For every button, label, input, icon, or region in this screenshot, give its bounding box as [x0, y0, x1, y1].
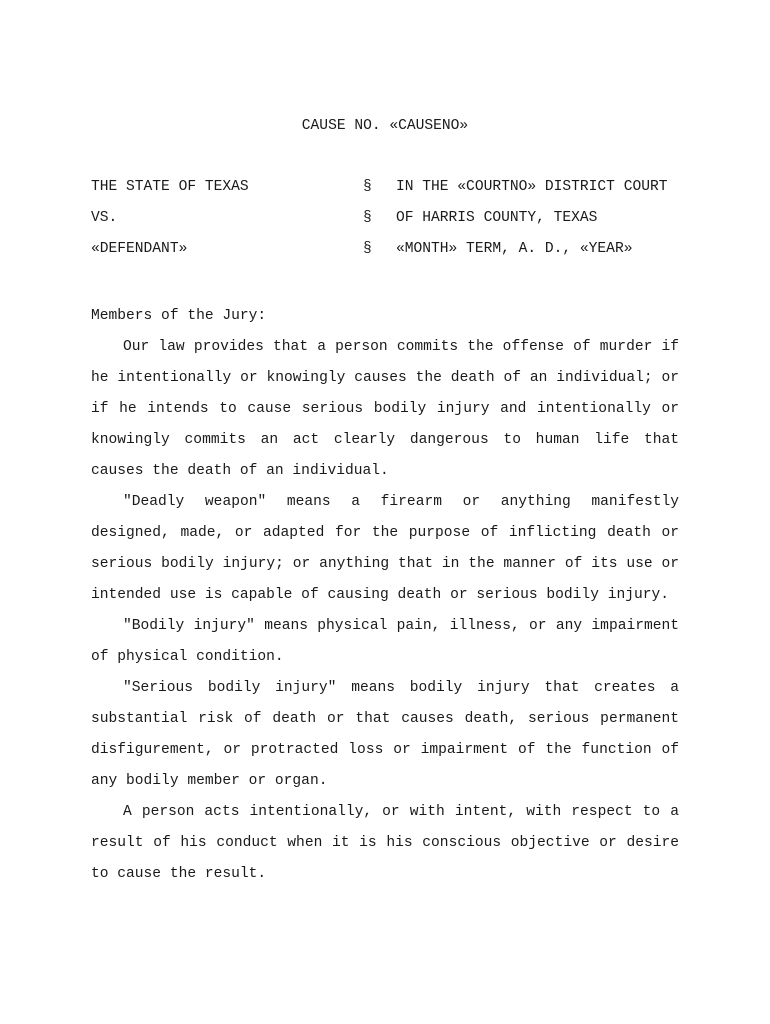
cause-number-heading: CAUSE NO. «CAUSENO»	[301, 118, 469, 134]
caption-party: THE STATE OF TEXAS	[91, 179, 249, 195]
salutation: Members of the Jury:	[91, 308, 267, 324]
case-caption	[91, 177, 679, 270]
paragraph-murder-definition: Our law provides that a person commits the offense of murder if he intentionally or knowingly causes the death of an individual; or if he intends to cause serious bodily injury and intentionally or knowingly commits an act clearly dangerous to human life that causes the death of an individual.	[91, 339, 679, 479]
caption-county: OF HARRIS COUNTY, TEXAS	[396, 210, 598, 226]
caption-term: «MONTH» TERM, A. D., «YEAR»	[396, 241, 633, 257]
section-symbol: §	[363, 241, 372, 257]
paragraph-serious-bodily-injury: "Serious bodily injury" means bodily injury that creates a substantial risk of death or that causes death, serious permanent disfigurement, or protracted loss or impairment of the function of any bodily member or organ.	[91, 680, 679, 789]
section-symbol: §	[363, 179, 372, 195]
caption-court: IN THE «COURTNO» DISTRICT COURT	[396, 179, 668, 195]
paragraph-bodily-injury: "Bodily injury" means physical pain, illness, or any impairment of physical condition.	[91, 618, 679, 665]
caption-defendant: «DEFENDANT»	[91, 241, 188, 257]
paragraph-intentionally: A person acts intentionally, or with intent, with respect to a result of his conduct when it is his conscious objective or desire to cause the result.	[91, 804, 679, 882]
caption-versus: VS.	[91, 210, 118, 226]
paragraph-deadly-weapon: "Deadly weapon" means a firearm or anything manifestly designed, made, or adapted for the purpose of inflicting death or serious bodily injury; or anything that in the manner of its use or intended use is capable of causing death or serious bodily injury.	[91, 494, 679, 603]
jury-charge-body	[91, 301, 679, 890]
caption-row	[91, 208, 679, 239]
section-symbol: §	[363, 210, 372, 226]
caption-row	[91, 239, 679, 270]
caption-row	[91, 177, 679, 208]
